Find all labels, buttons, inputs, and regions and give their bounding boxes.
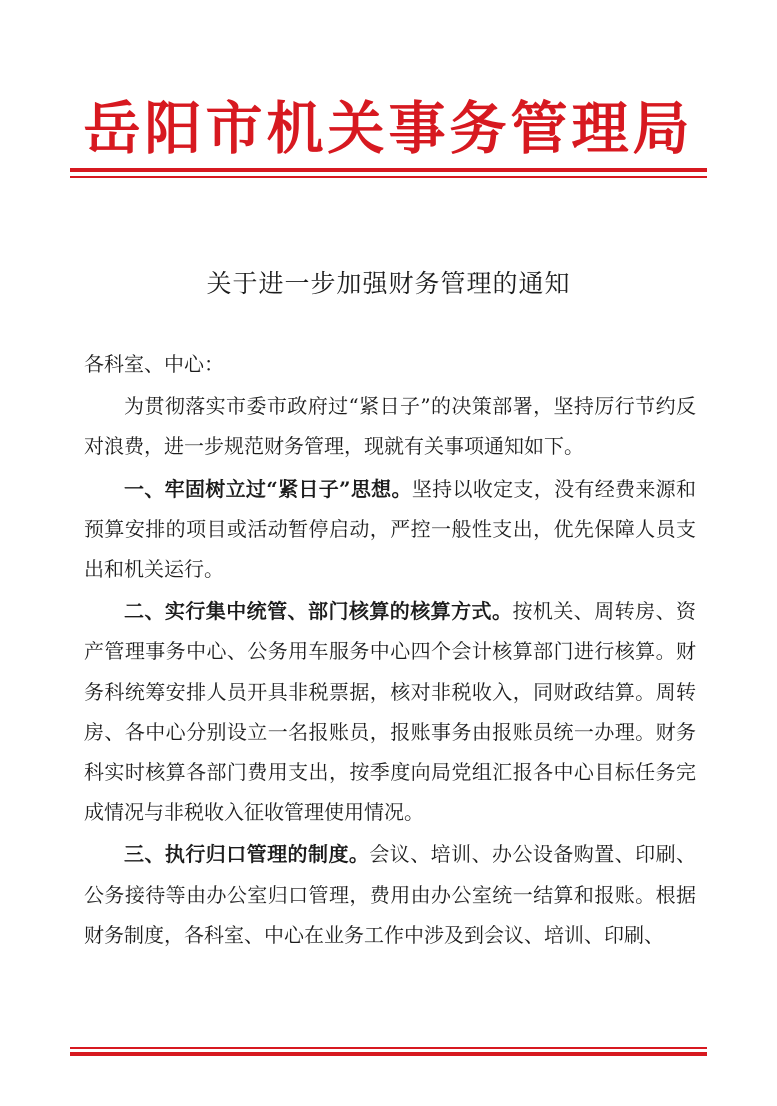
footer-rule-thick (70, 1052, 707, 1056)
salutation: 各科室、中心： (84, 352, 224, 376)
section-3-heading: 三、执行归口管理的制度。 (124, 842, 370, 867)
section-1-text: 坚持以收定支，没有经费来源和预算安排的项目或活动暂停启动，严控一般性支出，优先保障人员支出和机关运行。 (84, 476, 696, 582)
document-title: 关于进一步加强财务管理的通知 (206, 269, 571, 298)
section-1-paragraph (84, 469, 696, 590)
letterhead-rule-thick (70, 168, 707, 172)
section-3-text: 会议、培训、办公设备购置、印刷、公务接待等由办公室归口管理，费用由办公室统一结算和报账。根据财务制度，各科室、中心在业务工作中涉及到会议、培训、印刷、 (84, 842, 697, 947)
footer-rule-thin (70, 1047, 707, 1049)
section-2-paragraph (84, 591, 696, 832)
section-1-heading: 一、牢固树立过“紧日子”思想。 (124, 476, 412, 501)
document-body (84, 344, 696, 955)
letterhead-rule-thin (70, 176, 707, 178)
letterhead-title: 岳阳市机关事务管理局 (83, 95, 694, 162)
section-2-heading: 二、实行集中统管、部门核算的核算方式。 (124, 599, 513, 624)
section-2-text: 按机关、周转房、资产管理事务中心、公务用车服务中心四个会计核算部门进行核算。财务科统筹安排人员开具非税票据，核对非税收入，同财政结算。周转房、各中心分别设立一名报账员，报账事务由报账员统一办理。财务科实时核算各部门费用支出，按季度向局党组汇报各中心目标任务完成情况与非税收入征收管理使用情况。 (84, 599, 697, 825)
section-3-paragraph (84, 834, 696, 955)
intro-paragraph: 为贯彻落实市委市政府过“紧日子”的决策部署，坚持厉行节约反对浪费，进一步规范财务管理，现就有关事项通知如下。 (84, 394, 696, 459)
